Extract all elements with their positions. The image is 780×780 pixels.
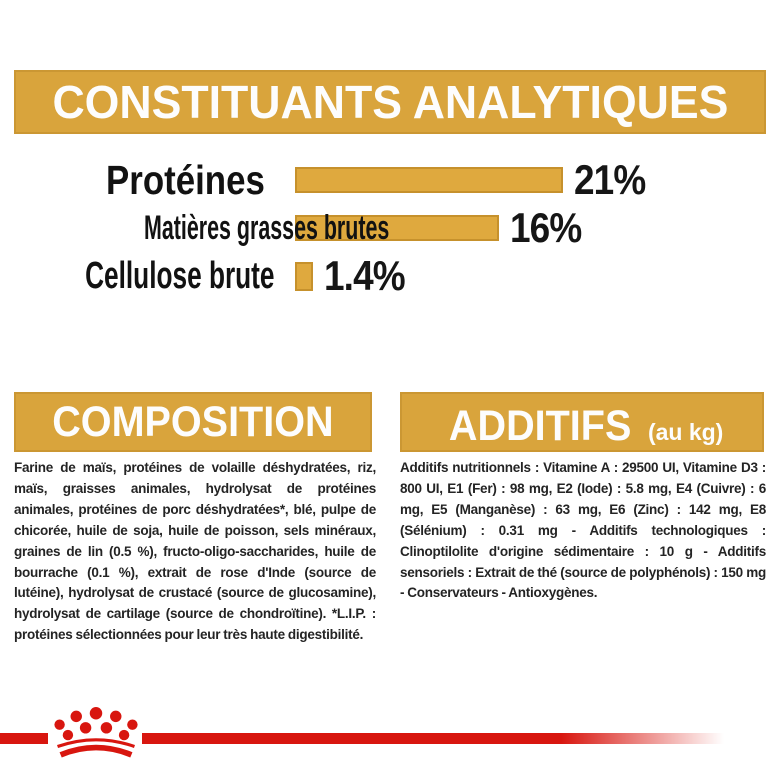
brand-stripe-right: [142, 733, 724, 744]
analytical-row-cellulose: [0, 252, 780, 300]
additifs-header: [400, 392, 764, 452]
nutrient-label: Matières grasses brutes: [144, 208, 390, 247]
brand-stripe-left: [0, 733, 48, 744]
nutrient-label: Protéines: [106, 156, 265, 203]
additifs-body: Additifs nutritionnels : Vitamine A : 29500 UI, Vitamine D3 : 800 UI, E1 (Fer) : 98 mg, E2 (Iode) : 5.8 mg, E4 (Cuivre) : 6 mg, E5 (Manganèse) : 63 mg, E6 (Zinc) : 142 mg, E8 (Sélénium) : 0.31 mg - Additifs technologiques : Clinoptilolite d'origine sédimentaire : 10 g - Additifs sensoriels : Extrait de thé (source de polyphénols) : 150 mg - Conservateurs - Antioxygènes.: [400, 460, 766, 601]
composition-body: Farine de maïs, protéines de volaille déshydratées, riz, maïs, graisses animales, hydrolysat de protéines animales, protéines de porc déshydratées*, blé, pulpe de chicorée, huile de soja, huile de poisson, sels minéraux, graines de lin (0.5 %), fructo-oligo-saccharides, huile de bourrache (0.1 %), extrait de rose d'Inde (source de lutéine), hydrolysat de crustacé (source de glucosamine), hydrolysat de cartilage (source de chondroïtine). *L.I.P. : protéines sélectionnées pour leur très haute digestibilité.: [14, 460, 376, 643]
analytical-title: CONSTITUANTS ANALYTIQUES: [52, 76, 728, 128]
nutrient-label: Cellulose brute: [85, 254, 275, 297]
composition-title: COMPOSITION: [52, 397, 334, 446]
composition-header: [14, 392, 372, 452]
analytical-row-proteines: [0, 156, 780, 204]
nutrient-value: 1.4%: [324, 252, 405, 299]
nutrient-bar: [295, 167, 563, 193]
nutrient-value: 21%: [574, 156, 646, 203]
royal-canin-crown-icon: [50, 707, 142, 759]
additifs-title: ADDITIFS: [448, 402, 632, 450]
additifs-unit: (au kg): [647, 419, 724, 445]
analytical-rows: [0, 156, 780, 300]
nutrient-bar: [295, 262, 313, 291]
analytical-header: [14, 70, 766, 134]
analytical-row-matieres-grasses: [0, 204, 780, 252]
nutrient-value: 16%: [510, 204, 582, 251]
